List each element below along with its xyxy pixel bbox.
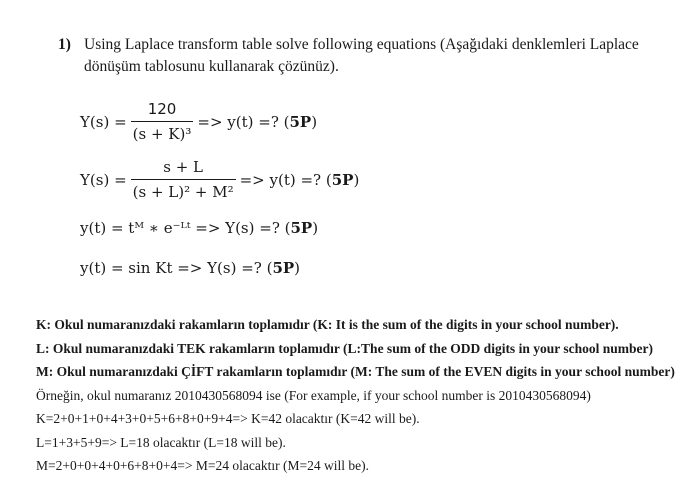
equation-3-close: ) [312, 219, 319, 237]
l-definition: L: Okul numaranızdaki TEK rakamların toplamıdır (L:The sum of the ODD digits in your school number) [36, 340, 653, 356]
equation-1-numerator: 120 [147, 100, 177, 118]
example-line: Örneğin, okul numaranız 2010430568094 ise (For example, if your school number is 2010430568094) [36, 387, 591, 403]
question-number: 1) [58, 36, 71, 53]
equation-1-close: ) [311, 112, 318, 131]
equation-1-denominator: (s + K)³ [131, 121, 194, 143]
equation-4-close: ) [294, 259, 301, 277]
equation-2-rhs: => y(t) =? ( [239, 170, 332, 189]
equation-1 [80, 100, 317, 143]
equation-2-denominator: (s + L)² + M² [131, 179, 236, 201]
equation-4-points: 5P [272, 259, 295, 277]
equation-1-rhs: => y(t) =? ( [197, 112, 290, 131]
equation-2-points: 5P [331, 170, 354, 189]
m-calculation: M=2+0+0+4+0+6+8+0+4=> M=24 olacaktır (M=24 will be). [36, 458, 369, 473]
k-definition: K: Okul numaranızdaki rakamların toplamıdır (K: It is the sum of the digits in your school number). [36, 317, 619, 332]
equation-3-expr: y(t) = tᴹ ∗ e⁻ᴸᵗ => Y(s) =? ( [80, 219, 291, 237]
equation-2-lhs: Y(s) = [80, 170, 127, 189]
equation-4 [80, 259, 300, 277]
equation-4-expr: y(t) = sin Kt => Y(s) =? ( [80, 259, 273, 277]
equation-1-points: 5P [289, 112, 312, 131]
equation-3 [80, 219, 318, 237]
equation-2-numerator: s + L [163, 158, 203, 176]
k-calculation: K=2+0+1+0+4+3+0+5+6+8+0+9+4=> K=42 olacaktır (K=42 will be). [36, 411, 420, 426]
equation-2 [80, 158, 359, 201]
notes-block [36, 313, 696, 478]
equation-1-fraction [131, 100, 194, 143]
equation-1-lhs: Y(s) = [80, 112, 127, 131]
equation-2-close: ) [353, 170, 360, 189]
question-text: Using Laplace transform table solve following equations (Aşağıdaki denklemleri Laplace dönüşüm tablosunu kullanarak çözünüz). [84, 36, 639, 75]
m-definition: M: Okul numaranızdaki ÇİFT rakamların toplamıdır (M: The sum of the EVEN digits in your school number) [36, 364, 675, 379]
l-calculation: L=1+3+5+9=> L=18 olacaktır (L=18 will be). [36, 434, 286, 450]
equation-3-points: 5P [290, 219, 313, 237]
equation-2-fraction [131, 158, 236, 201]
